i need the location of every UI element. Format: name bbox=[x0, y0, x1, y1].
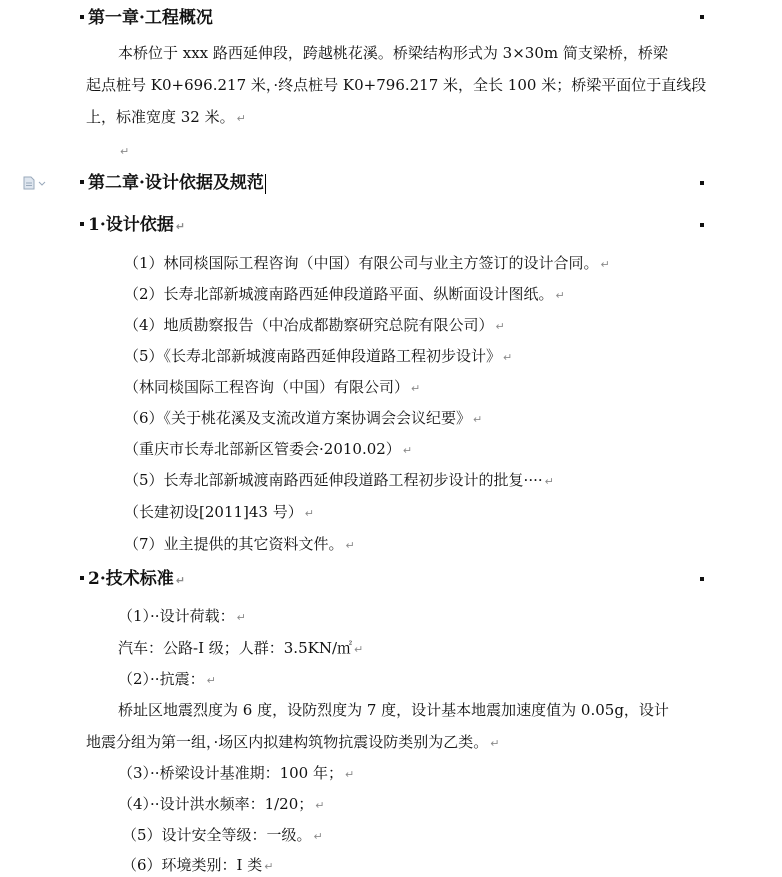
list-item: （5）《长寿北部新城渡南路西延伸段道路工程初步设计》 ↵ bbox=[124, 347, 513, 365]
list-item: （林同棪国际工程咨询（中国）有限公司） ↵ bbox=[124, 378, 421, 396]
text-cursor bbox=[265, 174, 266, 194]
paragraph-line: （6）环境类别：I 类 ↵ bbox=[122, 856, 274, 874]
paragraph-mark: ↵ bbox=[175, 220, 185, 233]
paragraph-line: 汽车：公路-I 级；人群：3.5KN/㎡ ↵ bbox=[118, 639, 364, 657]
format-mark bbox=[700, 223, 704, 227]
list-item: （长建初设[2011]43 号） ↵ bbox=[124, 503, 314, 521]
paragraph-mark: ↵ bbox=[236, 112, 246, 125]
paragraph-line: 上，标准宽度 32 米。 ↵ bbox=[86, 108, 246, 126]
section-2-heading: 2·技术标准 ↵ bbox=[80, 569, 185, 591]
list-item: （6）《关于桃花溪及支流改道方案协调会会议纪要》 ↵ bbox=[124, 409, 483, 427]
list-item: （4）地质勘察报告（中冶成都勘察研究总院有限公司） ↵ bbox=[124, 316, 505, 334]
paragraph-line: （5）设计安全等级：一级。 ↵ bbox=[122, 826, 323, 844]
paragraph-line: （1）··设计荷载： ↵ bbox=[118, 607, 246, 625]
list-item: （2）长寿北部新城渡南路西延伸段道路平面、纵断面设计图纸。 ↵ bbox=[124, 285, 565, 303]
chapter-2-heading[interactable]: 第二章·设计依据及规范 bbox=[80, 173, 266, 194]
document-icon[interactable] bbox=[22, 176, 48, 190]
list-bullet bbox=[80, 576, 84, 580]
list-item: （重庆市长寿北部新区管委会·2010.02） ↵ bbox=[124, 440, 413, 458]
list-bullet bbox=[80, 180, 84, 184]
list-item: （5）长寿北部新城渡南路西延伸段道路工程初步设计的批复···· ↵ bbox=[124, 471, 554, 489]
empty-paragraph bbox=[118, 140, 129, 162]
list-bullet bbox=[80, 222, 84, 226]
paragraph-line: （4）··设计洪水频率：1/20； ↵ bbox=[118, 795, 325, 813]
paragraph-line: （2）··抗震： ↵ bbox=[118, 670, 216, 688]
paragraph-line: 地震分组为第一组，·场区内拟建构筑物抗震设防类别为乙类。 ↵ bbox=[86, 733, 500, 751]
list-item: （1）林同棪国际工程咨询（中国）有限公司与业主方签订的设计合同。 ↵ bbox=[124, 254, 610, 272]
paragraph-line: 桥址区地震烈度为 6 度，设防烈度为 7 度，设计基本地震加速度值为 0.05g，设计 bbox=[118, 701, 669, 719]
paragraph-line: （3）··桥梁设计基准期：100 年； ↵ bbox=[118, 764, 355, 782]
format-mark bbox=[700, 15, 704, 19]
list-bullet bbox=[80, 15, 84, 19]
paragraph-line: 本桥位于 xxx 路西延伸段，跨越桃花溪。桥梁结构形式为 3×30m 简支梁桥，桥梁 bbox=[118, 44, 668, 62]
paragraph-line: 起点桩号 K0+696.217 米，·终点桩号 K0+796.217 米，全长 100 米；桥梁平面位于直线段 bbox=[86, 76, 707, 94]
section-1-heading: 1·设计依据 ↵ bbox=[80, 215, 185, 237]
format-mark bbox=[700, 577, 704, 581]
chapter-1-heading: 第一章·工程概况 bbox=[80, 8, 213, 28]
paragraph-mark: ↵ bbox=[120, 145, 130, 158]
format-mark bbox=[700, 181, 704, 185]
paragraph-mark: ↵ bbox=[175, 574, 185, 587]
list-item: （7）业主提供的其它资料文件。 ↵ bbox=[124, 535, 355, 553]
